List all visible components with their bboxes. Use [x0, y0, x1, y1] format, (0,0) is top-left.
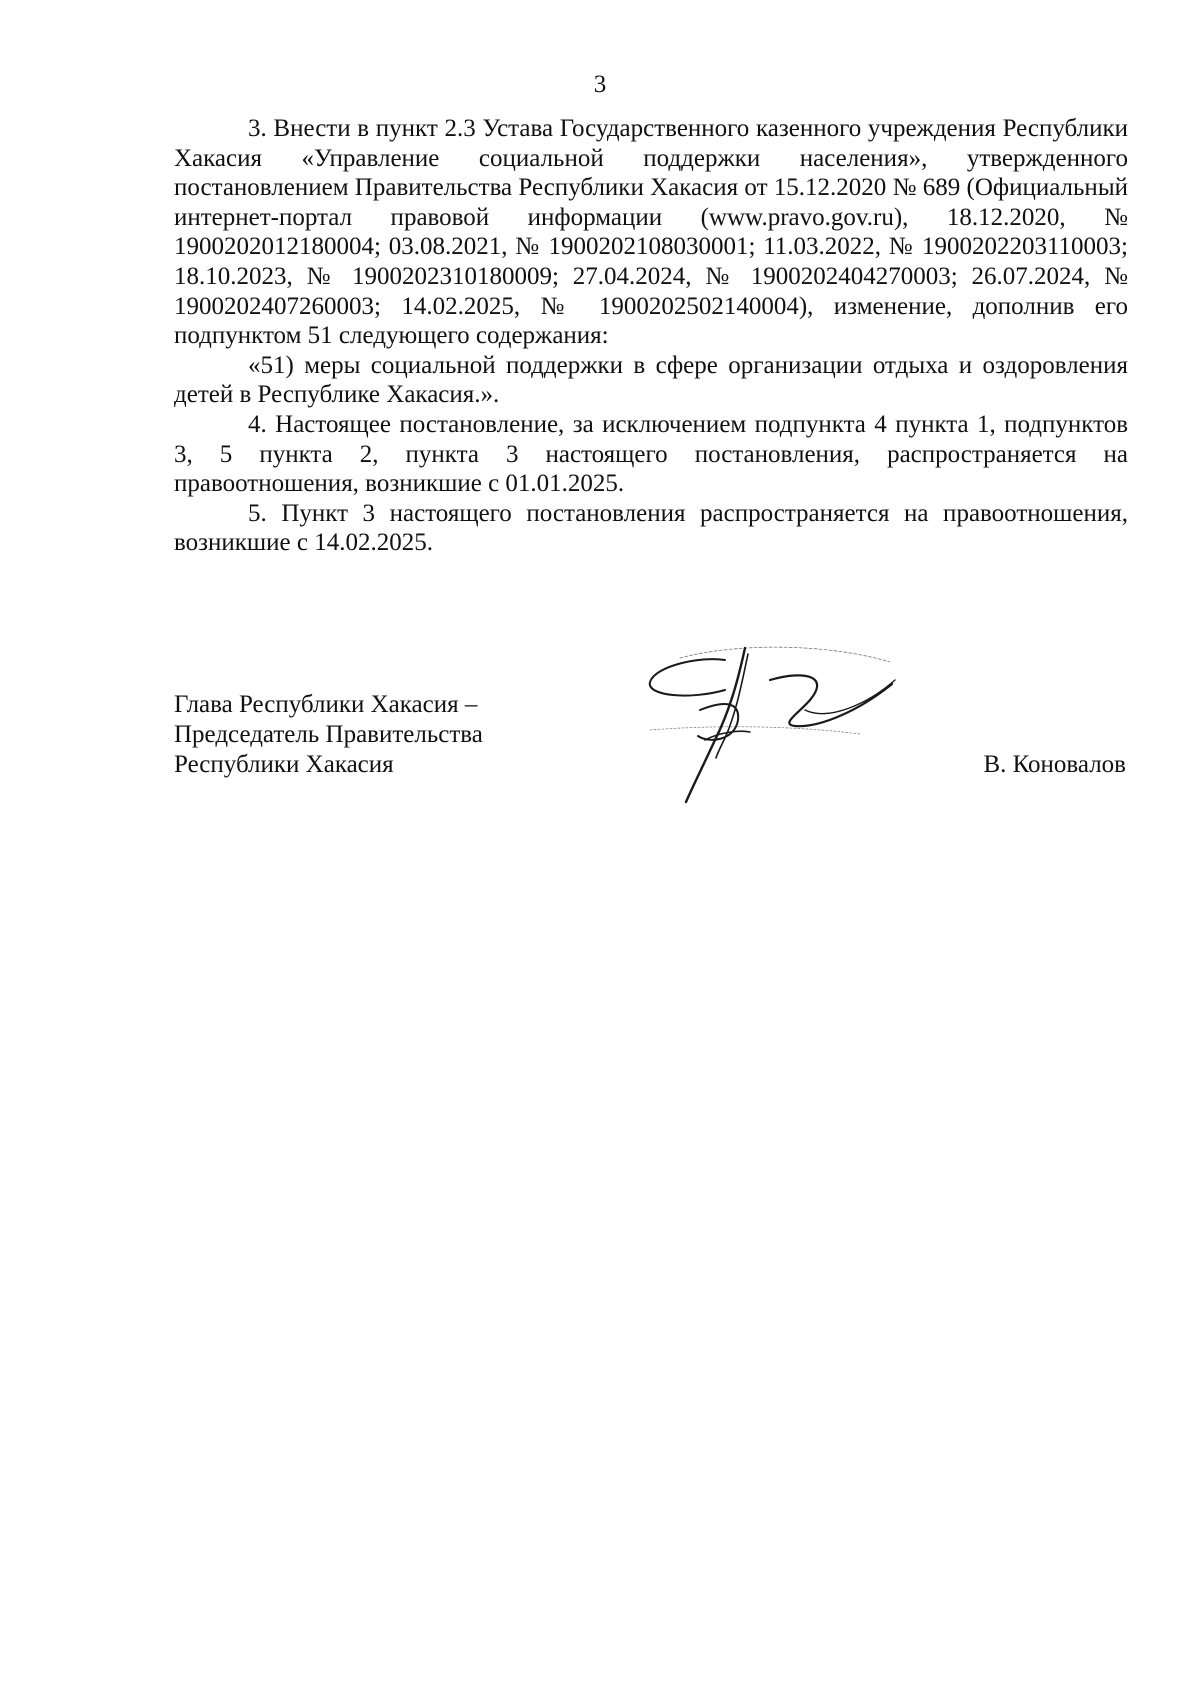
paragraph-item-3: 3. Внести в пункт 2.3 Устава Государственного казенного учреждения Республики Хакасия «Управление социальной поддержки населения», утвержденного постановлением Правительства Республики Хакасия от 15.12.2020 № 689 (Официальный интернет-портал правовой информации (www.pravo.gov.ru), 18.12.2020, № 1900202012180004; 03.08.2021, № 1900202108030001; 11.03.2022, № 1900202203110003; 18.10.2023, № 1900202310180009; 27.04.2024, № 1900202404270003; 26.07.2024, № 1900202407260003; 14.02.2025, № 1900202502140004), изменение, дополнив его подпунктом 51 следующего содержания:	[174, 115, 1128, 350]
position-line: Председатель Правительства	[174, 721, 483, 748]
handwritten-signature	[630, 640, 940, 810]
position-line: Республики Хакасия	[174, 751, 394, 778]
page-number: 3	[593, 71, 607, 98]
signatory-name: В. Коновалов	[983, 751, 1126, 778]
paragraph-quoted-subitem: «51) меры социальной поддержки в сфере организации отдыха и оздоровления детей в Республике Хакасия.».	[174, 351, 1128, 409]
position-line: Глава Республики Хакасия –	[174, 691, 478, 718]
paragraph-item-4: 4. Настоящее постановление, за исключением подпункта 4 пункта 1, подпунктов 3, 5 пункта 2, пункта 3 настоящего постановления, распространяется на правоотношения, возникшие с 01.01.2025.	[174, 410, 1128, 498]
document-body	[174, 114, 1128, 558]
signatory-position	[174, 690, 483, 780]
paragraph-item-5: 5. Пункт 3 настоящего постановления распространяется на правоотношения, возникшие с 14.02.2025.	[174, 499, 1128, 557]
